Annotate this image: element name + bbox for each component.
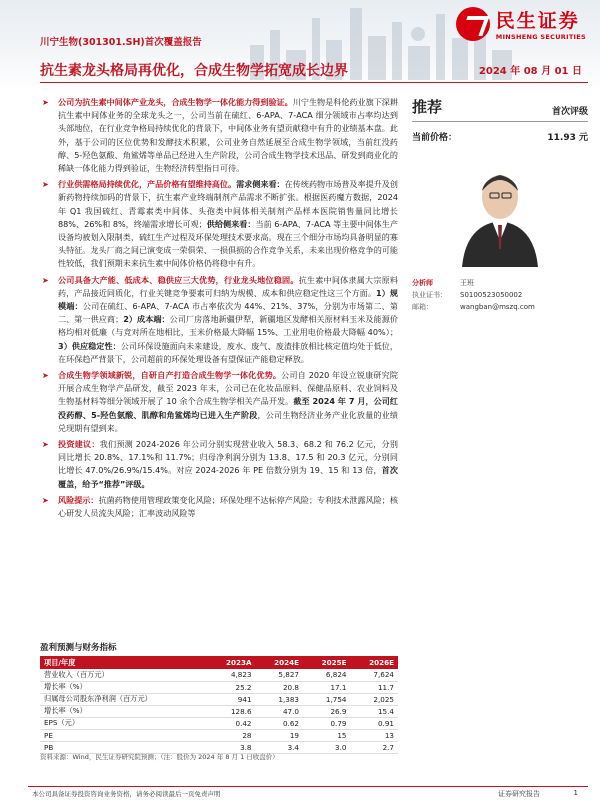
table-cell: 6,824 [303,669,350,681]
minsheng-logo [456,6,586,41]
table-cell: 17.1 [303,681,350,693]
bold-text: 3）供应稳定性： [58,340,121,351]
table-header-cell: 项目/年度 [40,656,207,669]
bold-text: 供给侧来看： [206,218,256,229]
recommendation-row [412,96,588,122]
cert-number: S0100523050002 [460,291,523,299]
paragraph-heading: 投资建议： [58,439,100,450]
table-cell: 47.0 [256,705,303,717]
analyst-info [412,277,588,313]
paragraph-heading: 公司具备大产能、低成本、稳供应三大优势，行业龙头地位稳固。 [58,274,299,285]
table-row [40,669,398,681]
recommendation-label: 推荐 [412,98,443,116]
price-value: 11.93 元 [547,133,588,143]
table-cell: 0.42 [207,717,255,729]
logo-name: 民生证券 [495,10,580,32]
analyst-email[interactable]: wangban@mszq.com [460,303,535,311]
table-cell: 1,383 [256,693,303,705]
forecast-table [40,656,398,754]
paragraph-text: 抗菌药物使用管理政策变化风险；环保处理不达标停产风险；专利技术泄露风险；核心研发人员流失风险；汇率波动风险等 [58,494,398,519]
rating-label: 首次评级 [551,107,588,117]
page-number: 1 [573,789,578,797]
paragraph-synthetic-biology [40,369,398,435]
paragraph-text: 川宁生物是科伦药业旗下深耕抗生素中间体业务的全球龙头之一，公司当前在硫红、6-APA、7-ACA 细分领域市占率均达到头部地位，在行业竞争格局持续优化的背景下，中间体业务有望贡献稳中有升的业绩基本盘。此外，基于公司的区位优势和发酵技术积累，公司业务自然延展至合成生物学领域，当前红没药醇、5-羟色氨酸、角鲨烯等单品已经进入生产阶段，公司合成生物学技术迅品、研发到商业化的稀缺一体化能力得到验证，生物经济转型指日可待。 [58,97,398,174]
table-cell: 28 [207,729,255,741]
logo-icon [456,7,490,41]
table-cell: PE [40,729,207,741]
paragraph-heading: 公司为抗生素中间体产业龙头，合成生物学一体化能力得到验证。 [58,97,293,107]
sidebar [412,96,588,313]
bullet-arrow-icon: ➤ [42,180,49,190]
table-header-cell: 2026E [350,656,398,669]
table-header-cell: 2024E [256,656,303,669]
paragraph-heading: 风险提示： [58,494,99,505]
table-row [40,729,398,741]
table-cell: 归属母公司股东净利润（百万元） [40,693,207,705]
paragraph-text: 抗生素中间体隶属大宗原料药，产品接近同质化，行业关键竞争要素可归纳为规模、成本和供应稳定性这三个方面。 [58,274,398,298]
table-cell: 128.6 [207,705,255,717]
bullet-arrow-icon: ➤ [42,98,49,107]
paragraph-text: 公司环保设施面向未来建设，废水、废气、废渣排放相比核定值均处于低位，在环保趋严背景下，公司超前的环保处理设备有望保证产能稳定释放。 [58,340,398,364]
bullet-arrow-icon: ➤ [42,275,49,285]
forecast-table-title: 盈利预测与财务指标 [40,643,117,653]
price-row [412,122,588,151]
report-type: 川宁生物(301301.SH)首次覆盖报告 [40,37,202,48]
table-cell: 2,025 [350,693,398,705]
cert-label: 执业证书： [412,291,447,299]
table-cell: 5,827 [256,669,303,681]
bullet-arrow-icon: ➤ [42,371,49,381]
table-cell: 26.9 [303,705,350,717]
analyst-name: 王班 [460,279,474,287]
bold-text: 需求侧来看： [236,179,285,190]
paragraph-text: 在传统药物市场普及率提升及创新药物持续加码的背景下，抗生素产业终端制剂产品需求不断扩张。根据医药魔方数据，2024 年 Q1 我国硫红、青霉素类中间体、头孢类中间体相关制剂产品样本医院销售量同比增长 88%、26%和 8%，终端需求增长可观； [58,179,398,229]
paragraph-heading: 合成生物学领域新锐，自研自产打造合成生物学一体化优势。 [58,370,282,381]
analyst-label: 分析师 [412,279,433,287]
table-cell: PB [40,741,207,753]
table-header-cell: 2025E [303,656,350,669]
table-cell: 3.8 [207,741,255,753]
table-cell: 19 [256,729,303,741]
table-cell: 15.4 [350,705,398,717]
paragraph-text: ，公司生物经济业务产业化放量的业绩兑现期有望到来。 [58,409,398,433]
main-text [40,96,398,523]
table-row [40,693,398,705]
table-cell: 11.7 [350,681,398,693]
bullet-arrow-icon: ➤ [42,440,49,450]
report-date: 2024 年 08 月 01 日 [478,66,582,77]
table-cell: EPS（元） [40,717,207,729]
paragraph-text: 当前 6-APA、7-ACA 等主要中间体生产设备均被划入限制类，硫红生产过程及环保处理技术要求高。现在三个细分市场均具备明显的寡头特征。龙头厂商之间已演变成一荣俱荣、一损俱损的合作竞争关系，未来出现价格竞争的可能性较低，我们预期未来抗生素中间体价格仍将稳中有升。 [58,218,398,269]
table-cell: 7,624 [350,669,398,681]
table-cell: 增长率（%） [40,681,207,693]
report-title: 抗生素龙头格局再优化，合成生物学拓宽成长边界 [40,63,348,79]
table-row [40,717,398,729]
table-source-note: 资料来源：Wind，民生证券研究院预测；（注：股价为 2024 年 8 月 1 日收盘价） [40,753,279,761]
paragraph-investment-advice [40,438,398,491]
table-cell: 营业收入（百万元） [40,669,207,681]
table-cell: 增长率（%） [40,705,207,717]
paragraph-text: 公司在硫红、6-APA、7-ACA 市占率依次为 44%、21%、37%，分别为市场第二、第二、第一供应商； [58,301,398,325]
footer-divider [28,786,588,787]
table-header-cell: 2023A [207,656,255,669]
table-cell: 25.2 [207,681,255,693]
paragraph-text: 公司自 2020 年设立锐康研究院开展合成生物学产品研发，截至 2023 年末，公司已在化妆品原料、保健品原料、农业饲料及生物基材料等细分领域开展了 10 余个合成生物学相关产品开发。 [58,370,398,407]
table-row [40,681,398,693]
table-cell: 0.62 [256,717,303,729]
title-divider [40,82,588,83]
table-cell: 0.79 [303,717,350,729]
email-label: 邮箱： [412,303,433,311]
table-cell: 1,754 [303,693,350,705]
table-cell: 3.4 [256,741,303,753]
bold-text: 首次覆盖，给予“推荐”评级。 [58,465,398,489]
table-cell: 13 [350,729,398,741]
table-header-row [40,656,398,669]
table-cell: 0.91 [350,717,398,729]
paragraph-industry [40,178,398,270]
table-cell: 3.0 [303,741,350,753]
table-cell: 20.8 [256,681,303,693]
table-cell: 15 [303,729,350,741]
table-cell: 2.7 [350,741,398,753]
logo-english-name: MINSHENG SECURITIES [495,33,586,41]
bold-text: 2）成本端： [123,314,170,325]
paragraph-company-overview [40,96,398,175]
table-cell: 4,823 [207,669,255,681]
footer-label: 证券研究报告 [498,790,540,798]
bold-text: 1）规模端： [58,287,398,312]
paragraph-heading: 行业供需格局持续优化，产品价格有望维持高位。 [58,179,237,190]
bullet-arrow-icon: ➤ [42,495,49,505]
paragraph-advantages [40,274,398,366]
paragraph-risk [40,494,398,520]
paragraph-text: 公司厂房落地新疆伊犁，新疆地区发酵相关原材料玉米及能源价格均相对低廉（与竞对所在地相比，玉米价格最大降幅 15%、工业用电价格最大降幅 40%）； [58,314,398,338]
price-label: 当前价格： [412,133,458,143]
bold-text: 截至 2024 年 7 月，公司红没药醇、5-羟色氨酸、肌醇和角鲨烯均已进入生产阶段 [58,396,398,420]
analyst-photo [412,157,588,267]
table-row [40,705,398,717]
paragraph-text: 我们预测 2024-2026 年公司分别实现营业收入 58.3、68.2 和 76.2 亿元，分别同比增长 20.8%、17.1%和 11.7%；归母净利润分别为 13.8、17.5 和 20.3 亿元，分别同比增长 47.0%/26.9%/15.4%。对应 2024-2026 年 PE 倍数分别为 19、15 和 13 倍， [58,439,398,476]
footer-disclaimer: 本公司具备证券投资咨询业务资格，请务必阅读最后一页免责声明 [32,790,221,798]
table-cell: 941 [207,693,255,705]
